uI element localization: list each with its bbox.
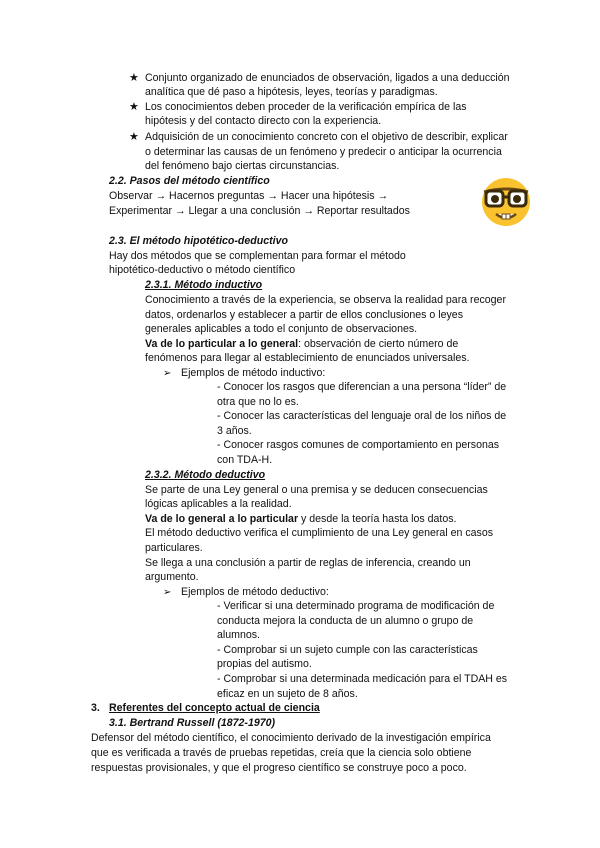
section-2-3-2-heading: 2.3.2. Método deductivo [145, 469, 266, 481]
ded-line-6: argumento. [145, 571, 199, 583]
bullet-2-line-2: hipótesis y del contacto directo con la experiencia. [145, 115, 382, 127]
bullet-1-line-1: Conjunto organizado de enunciados de observación, ligados a una deducción [145, 72, 510, 84]
ded-example-line: conducta mejora la conducta de un alumno o grupo de [217, 615, 474, 627]
bullet-1-line-2: analítica que dé paso a hipótesis, leyes, teorías y paradigmas. [145, 86, 438, 98]
star-bullet-icon: ★ [129, 72, 139, 84]
ind-lead-line [145, 338, 458, 351]
ind-line-3: generales aplicables a todo el conjunto de observaciones. [145, 323, 418, 335]
bullet-2-line-1: Los conocimientos deben proceder de la verificación empírica de las [145, 101, 467, 113]
bullet-3-line-1: Adquisición de un conocimiento concreto con el objetivo de describir, explicar [145, 131, 508, 143]
star-bullet-icon: ★ [129, 101, 139, 113]
nerd-face-icon [474, 168, 538, 232]
section-3-number: 3. [91, 702, 100, 714]
ind-example-line: otra que no lo es. [217, 396, 299, 408]
ind-lead-line-2: fenómenos para llegar al establecimiento de enunciados universales. [145, 352, 470, 364]
ind-bold-lead: Va de lo particular a lo general [145, 338, 299, 350]
arrow-bullet-icon: ➢ [163, 587, 172, 598]
arrow-bullet-icon: ➢ [163, 368, 172, 379]
section-2-3-heading: 2.3. El método hipotético-deductivo [109, 235, 288, 247]
section-3-heading: Referentes del concepto actual de ciencia [109, 702, 320, 714]
ded-line-3: El método deductivo verifica el cumplimiento de una Ley general en casos [145, 527, 494, 539]
steps-line-1: Observar → Hacernos preguntas → Hacer una hipótesis → [109, 190, 389, 202]
bullet-3-line-2: o determinar las causas de un fenómeno y predecir o anticipar la ocurrencia [145, 146, 502, 158]
ind-example-line: - Conocer rasgos comunes de comportamiento en personas [217, 439, 500, 451]
ded-example-line: eficaz en un sujeto de 8 años. [217, 688, 358, 700]
ind-lead-rest: : observación de cierto número de [298, 338, 459, 350]
ind-line-2: datos, ordenarlos y establecer a partir de ellos conclusiones o leyes [145, 309, 463, 321]
sec23-line-1: Hay dos métodos que se complementan para formar el método [109, 250, 406, 262]
ded-examples-label: Ejemplos de método deductivo: [181, 586, 329, 598]
sec23-line-2: hipotético-deductivo o método científico [109, 264, 296, 276]
russell-line-2: que es verificada a través de pruebas repetidas, creía que la ciencia solo obtiene [91, 747, 472, 759]
ind-example-line: - Conocer los rasgos que diferencian a una persona “líder” de [217, 381, 507, 393]
ind-example-line: - Conocer las características del lenguaje oral de los niños de [217, 410, 507, 422]
section-3-1-heading: 3.1. Bertrand Russell (1872-1970) [109, 717, 276, 729]
ind-example-line: 3 años. [217, 425, 252, 437]
ded-example-line: - Comprobar si un sujeto cumple con las características [217, 644, 478, 656]
ded-line-4: particulares. [145, 542, 203, 554]
ded-line-5: Se llega a una conclusión a partir de reglas de inferencia, creando un [145, 557, 471, 569]
ded-lead-line [145, 513, 457, 526]
steps-line-2: Experimentar → Llegar a una conclusión → Reportar resultados [109, 205, 410, 217]
ind-examples-label: Ejemplos de método inductivo: [181, 367, 326, 379]
section-2-3-1-heading: 2.3.1. Método inductivo [145, 279, 263, 291]
ded-example-line: propias del autismo. [217, 658, 312, 670]
ded-line-1: Se parte de una Ley general o una premisa y se deducen consecuencias [145, 484, 488, 496]
russell-line-3: respuestas provisionales, y que el progreso científico se construye poco a poco. [91, 762, 467, 774]
star-bullet-icon: ★ [129, 131, 139, 143]
ded-example-line: - Verificar si una determinado programa de modificación de [217, 600, 495, 612]
ded-line-2: lógicas aplicables a la realidad. [145, 498, 292, 510]
ded-lead-rest: y desde la teoría hasta los datos. [298, 513, 457, 525]
ind-example-line: con TDA-H. [217, 454, 273, 466]
section-2-2-heading: 2.2. Pasos del método científico [109, 175, 270, 187]
russell-line-1: Defensor del método científico, el conocimiento derivado de la investigación empírica [91, 732, 491, 744]
bullet-3-line-3: del fenómeno bajo ciertas circunstancias. [145, 160, 340, 172]
ded-bold-lead: Va de lo general a lo particular [145, 513, 299, 525]
ind-line-1: Conocimiento a través de la experiencia, se observa la realidad para recoger [145, 294, 506, 306]
ded-example-line: - Comprobar si una determinada medicación para el TDAH es [217, 673, 508, 685]
ded-example-line: alumnos. [217, 629, 260, 641]
